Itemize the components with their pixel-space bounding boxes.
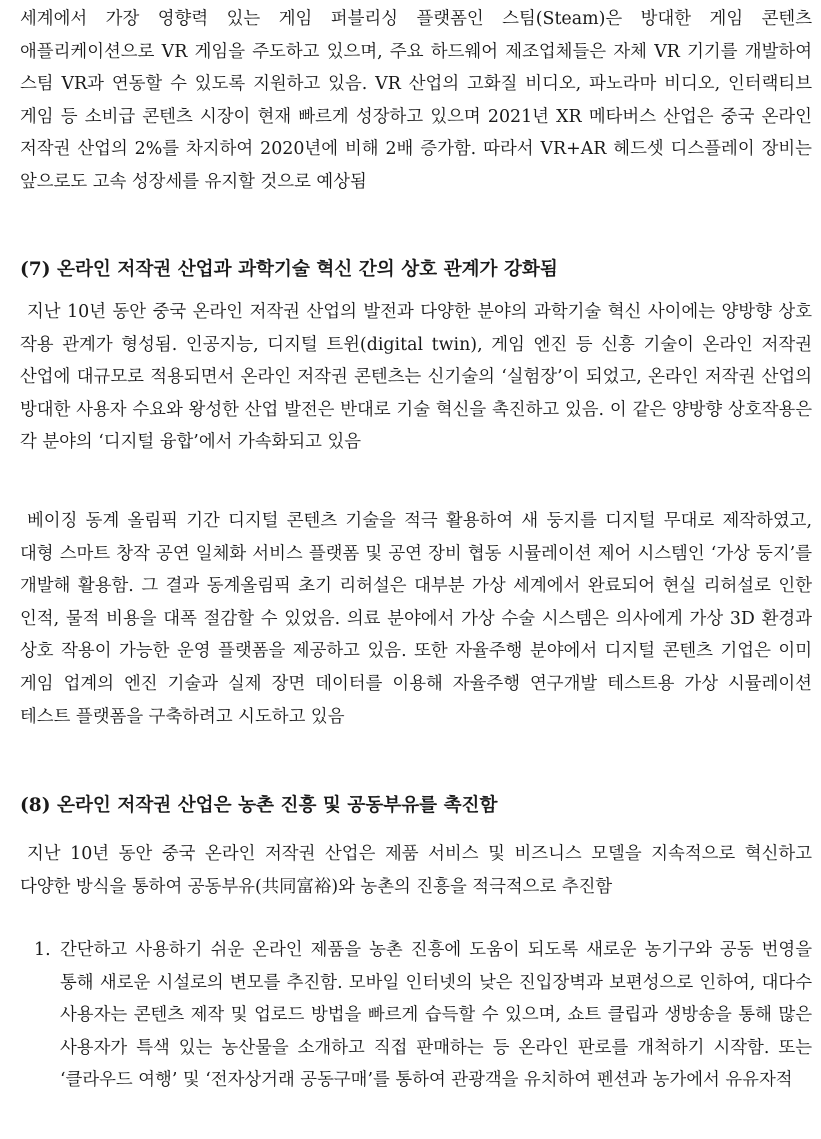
numbered-list	[20, 934, 812, 1097]
list-item-number: 1.	[34, 940, 51, 960]
paragraph-rural-revitalization: 지난 10년 동안 중국 온라인 저작권 산업은 제품 서비스 및 비즈니스 모델을 지속적으로 혁신하고 다양한 방식을 통하여 공동부유(共同富裕)와 농촌의 진흥을 적극적으로 추진함	[20, 844, 812, 897]
list-item	[20, 934, 812, 1097]
section-heading-8: (8) 온라인 저작권 산업은 농촌 진흥 및 공동부유를 촉진함	[20, 795, 498, 816]
paragraph-steam-vr: 세계에서 가장 영향력 있는 게임 퍼블리싱 플랫폼인 스팀(Steam)은 방대한 게임 콘텐츠 애플리케이션으로 VR 게임을 주도하고 있으며, 주요 하드웨어 제조업체들은 자체 VR 기기를 개발하여 스팀 VR과 연동할 수 있도록 지원하고 있음. VR 산업의 고화질 비디오, 파노라마 비디오, 인터랙티브 게임 등 소비급 콘텐츠 시장이 현재 빠르게 성장하고 있으며 2021년 XR 메타버스 산업은 중국 온라인 저작권 산업의 2%를 차지하여 2020년에 비해 2배 증가함. 따라서 VR+AR 헤드셋 디스플레이 장비는 앞으로도 고속 성장세를 유지할 것으로 예상됨	[20, 9, 812, 192]
list-item-text: 간단하고 사용하기 쉬운 온라인 제품을 농촌 진흥에 도움이 되도록 새로운 농기구와 공동 번영을 통해 새로운 시설로의 변모를 추진함. 모바일 인터넷의 낮은 진입장벽과 보편성으로 인하여, 대다수 사용자는 콘텐츠 제작 및 업로드 방법을 빠르게 습득할 수 있으며, 쇼트 클립과 생방송을 통해 많은 사용자가 특색 있는 농산물을 소개하고 직접 판매하는 등 온라인 판로를 개척하기 시작함. 또는 ‘클라우드 여행’ 및 ‘전자상거래 공동구매’를 통하여 관광객을 유치하여 펜션과 농가에서 유유자적	[60, 940, 812, 1091]
paragraph-beijing-olympics: 베이징 동계 올림픽 기간 디지털 콘텐츠 기술을 적극 활용하여 새 둥지를 디지털 무대로 제작하였고, 대형 스마트 창작 공연 일체화 서비스 플랫폼 및 공연 장비 협동 시뮬레이션 제어 시스템인 ‘가상 둥지’를 개발해 활용함. 그 결과 동계올림픽 초기 리허설은 대부분 가상 세계에서 완료되어 현실 리허설로 인한 인적, 물적 비용을 대폭 절감할 수 있었음. 의료 분야에서 가상 수술 시스템은 의사에게 가상 3D 환경과 상호 작용이 가능한 운영 플랫폼을 제공하고 있음. 또한 자율주행 분야에서 디지털 콘텐츠 기업은 이미 게임 업계의 엔진 기술과 실제 장면 데이터를 이용해 자율주행 연구개발 테스트용 가상 시뮬레이션 테스트 플랫폼을 구축하려고 시도하고 있음	[20, 511, 812, 727]
section-heading-7: (7) 온라인 저작권 산업과 과학기술 혁신 간의 상호 관계가 강화됨	[20, 259, 558, 280]
paragraph-tech-innovation: 지난 10년 동안 중국 온라인 저작권 산업의 발전과 다양한 분야의 과학기술 혁신 사이에는 양방향 상호 작용 관계가 형성됨. 인공지능, 디지털 트윈(digital twin), 게임 엔진 등 신흥 기술이 온라인 저작권 산업에 대규모로 적용되면서 온라인 저작권 콘텐츠는 신기술의 ‘실험장’이 되었고, 온라인 저작권 산업의 방대한 사용자 수요와 왕성한 산업 발전은 반대로 기술 혁신을 촉진하고 있음. 이 같은 양방향 상호작용은 각 분야의 ‘디지털 융합’에서 가속화되고 있음	[20, 302, 812, 453]
